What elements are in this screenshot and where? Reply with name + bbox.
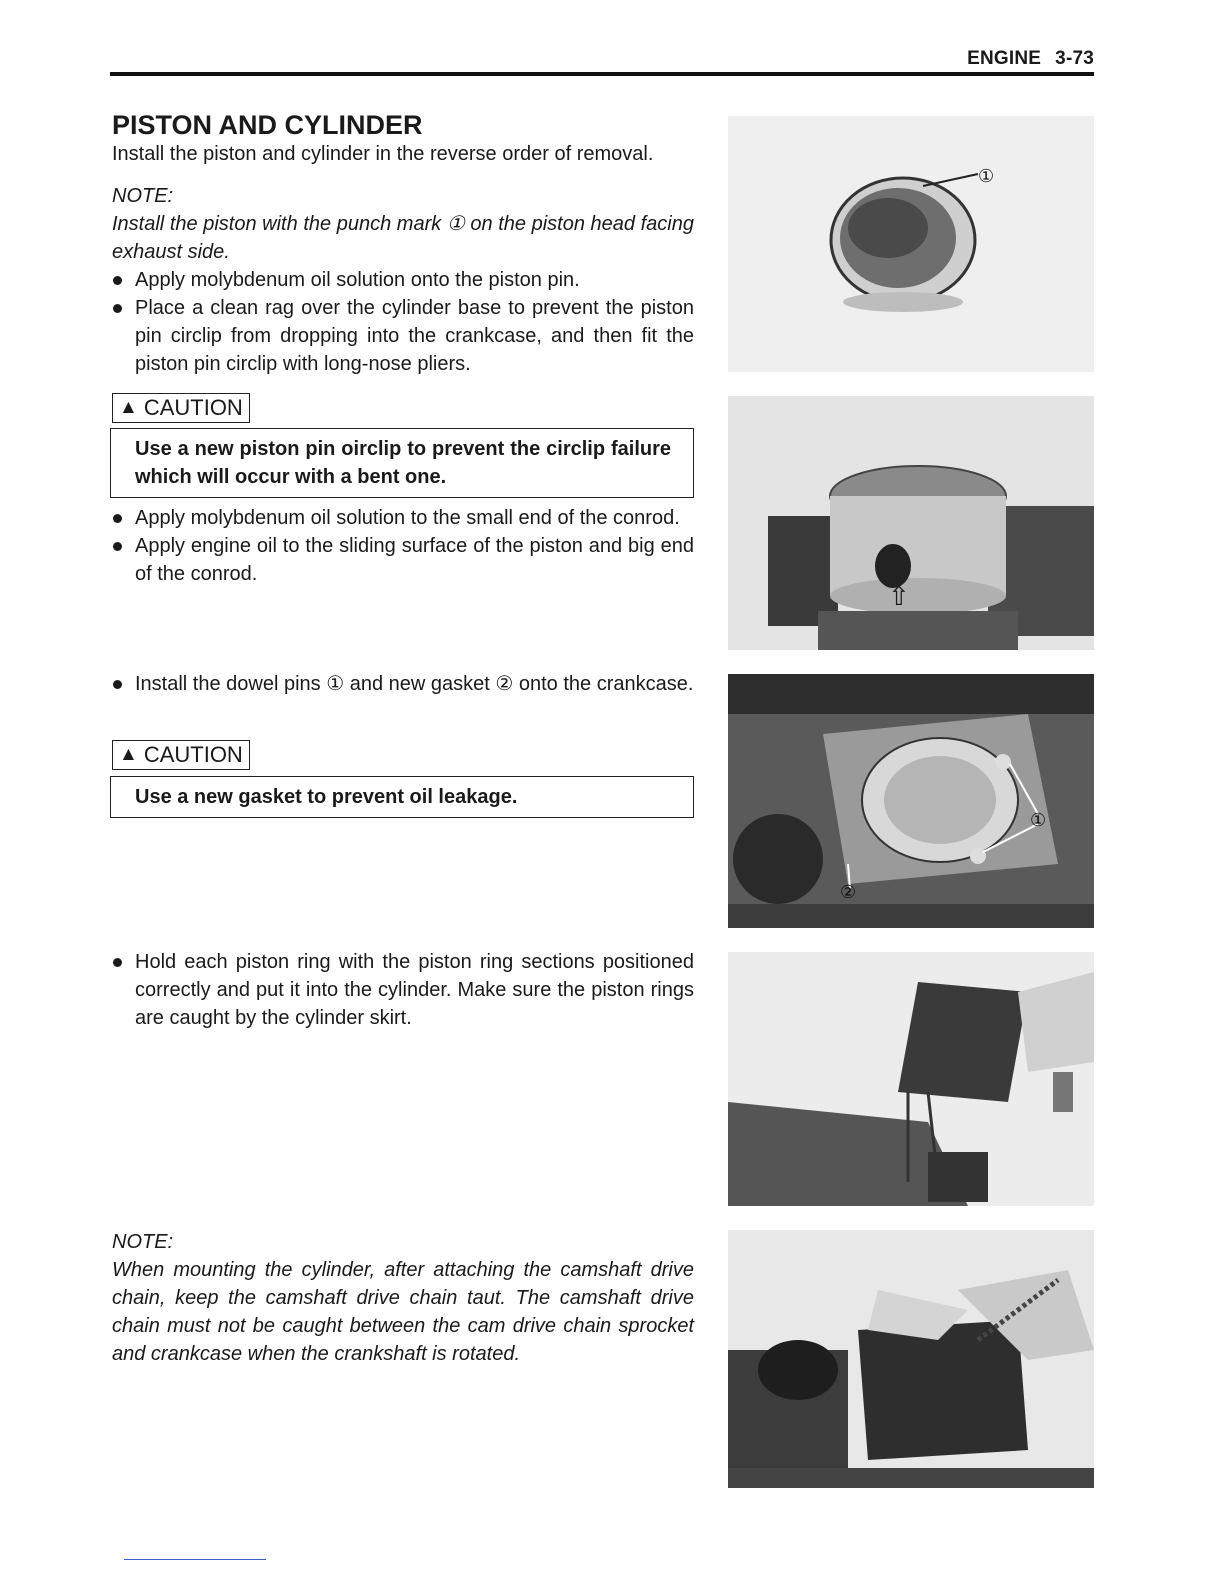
warning-triangle-icon: ▲: [119, 397, 138, 418]
callout-1: ①: [978, 166, 995, 186]
list-item: Apply molybdenum oil solution to the small end of the conrod.: [112, 504, 694, 532]
note-label: NOTE:: [112, 185, 174, 207]
callout-1: ①: [1030, 810, 1047, 830]
piston-head-photo: [728, 116, 1094, 372]
note-text: When mounting the cylinder, after attaching the camshaft drive chain, keep the camshaft drive chain taut. The camshaft drive chain must not be caught between the cam drive chain sprocket and crankcase when the crankshaft is rotated.: [112, 1259, 694, 1365]
caution-box: Use a new piston pin oirclip to prevent the circlip failure which will occur with a bent one.: [110, 428, 694, 498]
warning-triangle-icon: ▲: [119, 744, 138, 765]
list-item: Apply molybdenum oil solution onto the piston pin.: [112, 266, 694, 294]
page-title: PISTON AND CYLINDER: [112, 110, 423, 140]
arrow-icon: ⇧: [888, 581, 910, 611]
intro-text: Install the piston and cylinder in the reverse order of removal.: [112, 143, 654, 165]
footer-rule: [124, 1559, 266, 1560]
bullet-list: [112, 948, 694, 1032]
caution-label-text: CAUTION: [143, 742, 243, 767]
caution-box: Use a new gasket to prevent oil leakage.: [110, 776, 694, 818]
caution-label: [112, 393, 250, 423]
list-item: Apply engine oil to the sliding surface of the piston and big end of the conrod.: [112, 532, 694, 588]
list-item: Install the dowel pins ① and new gasket ② onto the crankcase.: [112, 670, 694, 698]
caution-label: [112, 740, 250, 770]
header-section: ENGINE: [967, 48, 1042, 69]
header-rule: [110, 72, 1094, 76]
page-header: [110, 48, 1094, 76]
bullet-list: [112, 670, 694, 698]
cam-chain-photo: [728, 1230, 1094, 1488]
cylinder-install-photo: [728, 952, 1094, 1206]
bullet-list: [112, 504, 694, 588]
note-label: NOTE:: [112, 1231, 174, 1253]
piston-conrod-photo: [728, 396, 1094, 650]
note-text: Install the piston with the punch mark ① on the piston head facing exhaust side.: [112, 213, 694, 263]
header-text: [953, 48, 1094, 70]
header-page-number: 3-73: [1055, 48, 1094, 69]
bullet-list: [112, 266, 694, 378]
caution-label-text: CAUTION: [143, 395, 243, 420]
callout-2: ②: [840, 882, 857, 902]
list-item: Hold each piston ring with the piston ring sections positioned correctly and put it into the cylinder. Make sure the piston rings are caught by the cylinder skirt.: [112, 948, 694, 1032]
crankcase-gasket-photo: [728, 674, 1094, 928]
list-item: Place a clean rag over the cylinder base to prevent the piston pin circlip from dropping into the crankcase, and then fit the piston pin circlip with long-nose pliers.: [112, 294, 694, 378]
